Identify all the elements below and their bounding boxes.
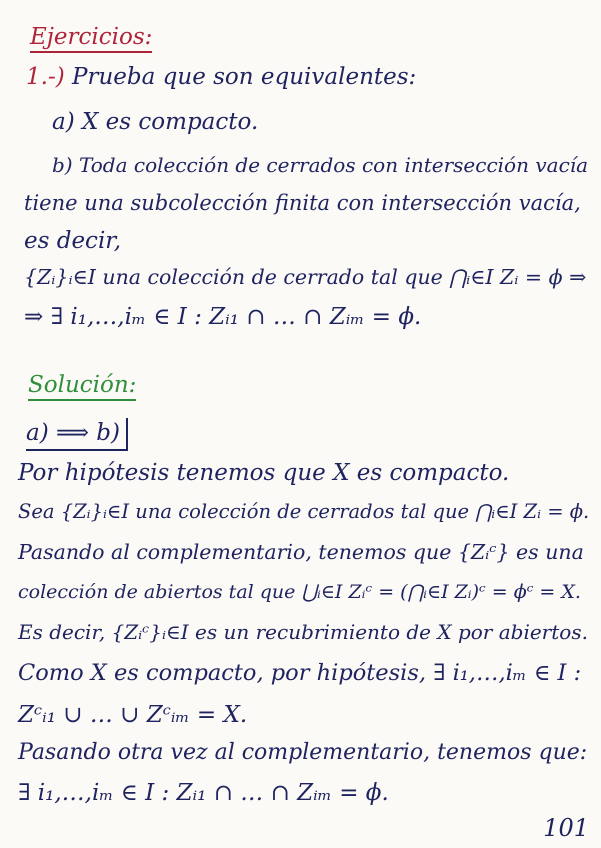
page-number: 101	[543, 814, 589, 842]
exercise-item-b-line4: {Zᵢ}ᵢ∈I una colección de cerrado tal que ⋂ᵢ∈I Zᵢ = ϕ ⇒	[24, 265, 587, 289]
exercise-item-a: a) X es compacto.	[52, 109, 259, 135]
exercise-item-b-line5: ⇒ ∃ i₁,…,iₘ ∈ I : Zᵢ₁ ∩ … ∩ Zᵢₘ = ϕ.	[24, 304, 422, 330]
exercise-intro	[26, 62, 416, 92]
exercise-item-b-line1: b) Toda colección de cerrados con intersección vacía	[52, 153, 589, 177]
solution-line-1: Por hipótesis tenemos que X es compacto.	[18, 460, 510, 486]
heading	[30, 22, 152, 52]
solution-case-text: a) ⟹ b)	[26, 418, 128, 451]
solution-line-4: colección de abiertos tal que ⋃ᵢ∈I Zᵢᶜ = (⋂ᵢ∈I Zᵢ)ᶜ = ϕᶜ = X.	[18, 581, 581, 603]
solution-title-text: Solución:	[28, 372, 136, 401]
solution-line-9: ∃ i₁,…,iₘ ∈ I : Zᵢ₁ ∩ … ∩ Zᵢₘ = ϕ.	[18, 780, 389, 806]
exercise-item-b-line3: es decir,	[24, 228, 122, 254]
solution-line-7: Zᶜᵢ₁ ∪ … ∪ Zᶜᵢₘ = X.	[18, 702, 248, 728]
solution-line-8: Pasando otra vez al complementario, tenemos que:	[18, 740, 588, 765]
exercise-item-b-line2: tiene una subcolección finita con intersección vacía,	[24, 191, 581, 215]
heading-text: Ejercicios:	[30, 24, 152, 53]
exercise-intro-text: Prueba que son equivalentes:	[72, 64, 417, 90]
solution-line-3: Pasando al complementario, tenemos que {Zᵢᶜ} es una	[18, 540, 584, 564]
solution-title	[28, 370, 136, 400]
solution-line-2: Sea {Zᵢ}ᵢ∈I una colección de cerrados tal que ⋂ᵢ∈I Zᵢ = ϕ.	[18, 500, 590, 523]
exercise-number: 1.-)	[26, 64, 65, 90]
solution-line-5: Es decir, {Zᵢᶜ}ᵢ∈I es un recubrimiento de X por abiertos.	[18, 620, 588, 644]
solution-line-6: Como X es compacto, por hipótesis, ∃ i₁,…,iₘ ∈ I :	[18, 660, 582, 686]
solution-case	[26, 418, 128, 451]
